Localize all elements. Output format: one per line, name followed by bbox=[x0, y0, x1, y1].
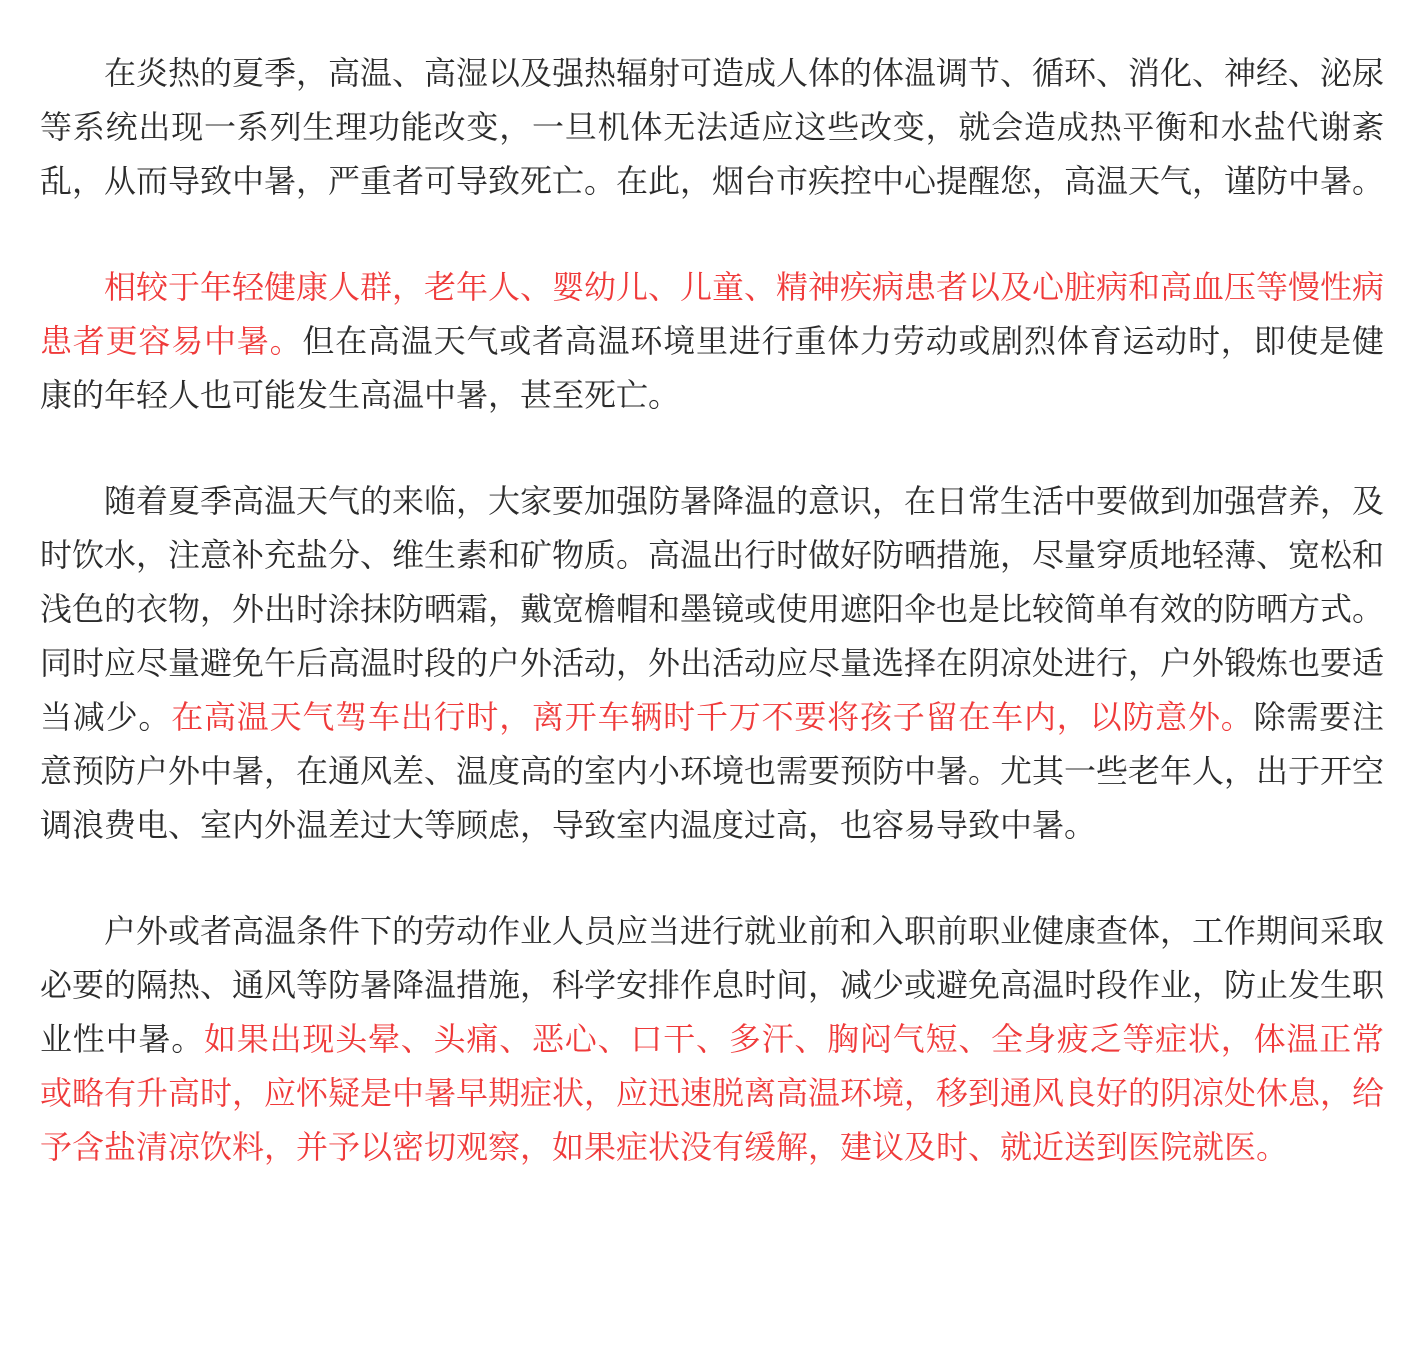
paragraph-daily-prevention bbox=[40, 474, 1384, 852]
article-body bbox=[40, 46, 1384, 1174]
paragraph-text: 随着夏季高温天气的来临，大家要加强防暑降温的意识，在日常生活中要做到加强营养，及时饮水，注意补充盐分、维生素和矿物质。高温出行时做好防晒措施，尽量穿质地轻薄、宽松和浅色的衣物，外出时涂抹防晒霜，戴宽檐帽和墨镜或使用遮阳伞也是比较简单有效的防晒方式。同时应尽量避免午后高温时段的户外活动，外出活动应尽量选择在阴凉处进行，户外锻炼也要适当减少。 bbox=[40, 482, 1385, 736]
highlighted-text: 相较于年轻健康人群，老年人、婴幼儿、儿童、精神疾病患者以及心脏病和高血压等慢性病患者更容易中暑。 bbox=[40, 268, 1385, 360]
paragraph-risk-groups bbox=[40, 260, 1384, 422]
paragraph-occupational-advice bbox=[40, 904, 1384, 1174]
highlighted-text: 在高温天气驾车出行时，离开车辆时千万不要将孩子留在车内，以防意外。 bbox=[171, 698, 1254, 736]
paragraph-text: 但在高温天气或者高温环境里进行重体力劳动或剧烈体育运动时，即使是健康的年轻人也可能发生高温中暑，甚至死亡。 bbox=[40, 322, 1384, 414]
highlighted-text: 如果出现头晕、头痛、恶心、口干、多汗、胸闷气短、全身疲乏等症状，体温正常或略有升高时，应怀疑是中暑早期症状，应迅速脱离高温环境，移到通风良好的阴凉处休息，给予含盐清凉饮料，并予以密切观察，如果症状没有缓解，建议及时、就近送到医院就医。 bbox=[40, 1020, 1385, 1166]
paragraph-heatstroke-intro bbox=[40, 46, 1384, 208]
paragraph-text: 在炎热的夏季，高温、高湿以及强热辐射可造成人体的体温调节、循环、消化、神经、泌尿等系统出现一系列生理功能改变，一旦机体无法适应这些改变，就会造成热平衡和水盐代谢紊乱，从而导致中暑，严重者可导致死亡。在此，烟台市疾控中心提醒您，高温天气，谨防中暑。 bbox=[40, 54, 1385, 200]
paragraph-text: 除需要注意预防户外中暑，在通风差、温度高的室内小环境也需要预防中暑。尤其一些老年人，出于开空调浪费电、室内外温差过大等顾虑，导致室内温度过高，也容易导致中暑。 bbox=[40, 698, 1385, 844]
paragraph-text: 户外或者高温条件下的劳动作业人员应当进行就业前和入职前职业健康查体，工作期间采取必要的隔热、通风等防暑降温措施，科学安排作息时间，减少或避免高温时段作业，防止发生职业性中暑。 bbox=[40, 912, 1385, 1058]
